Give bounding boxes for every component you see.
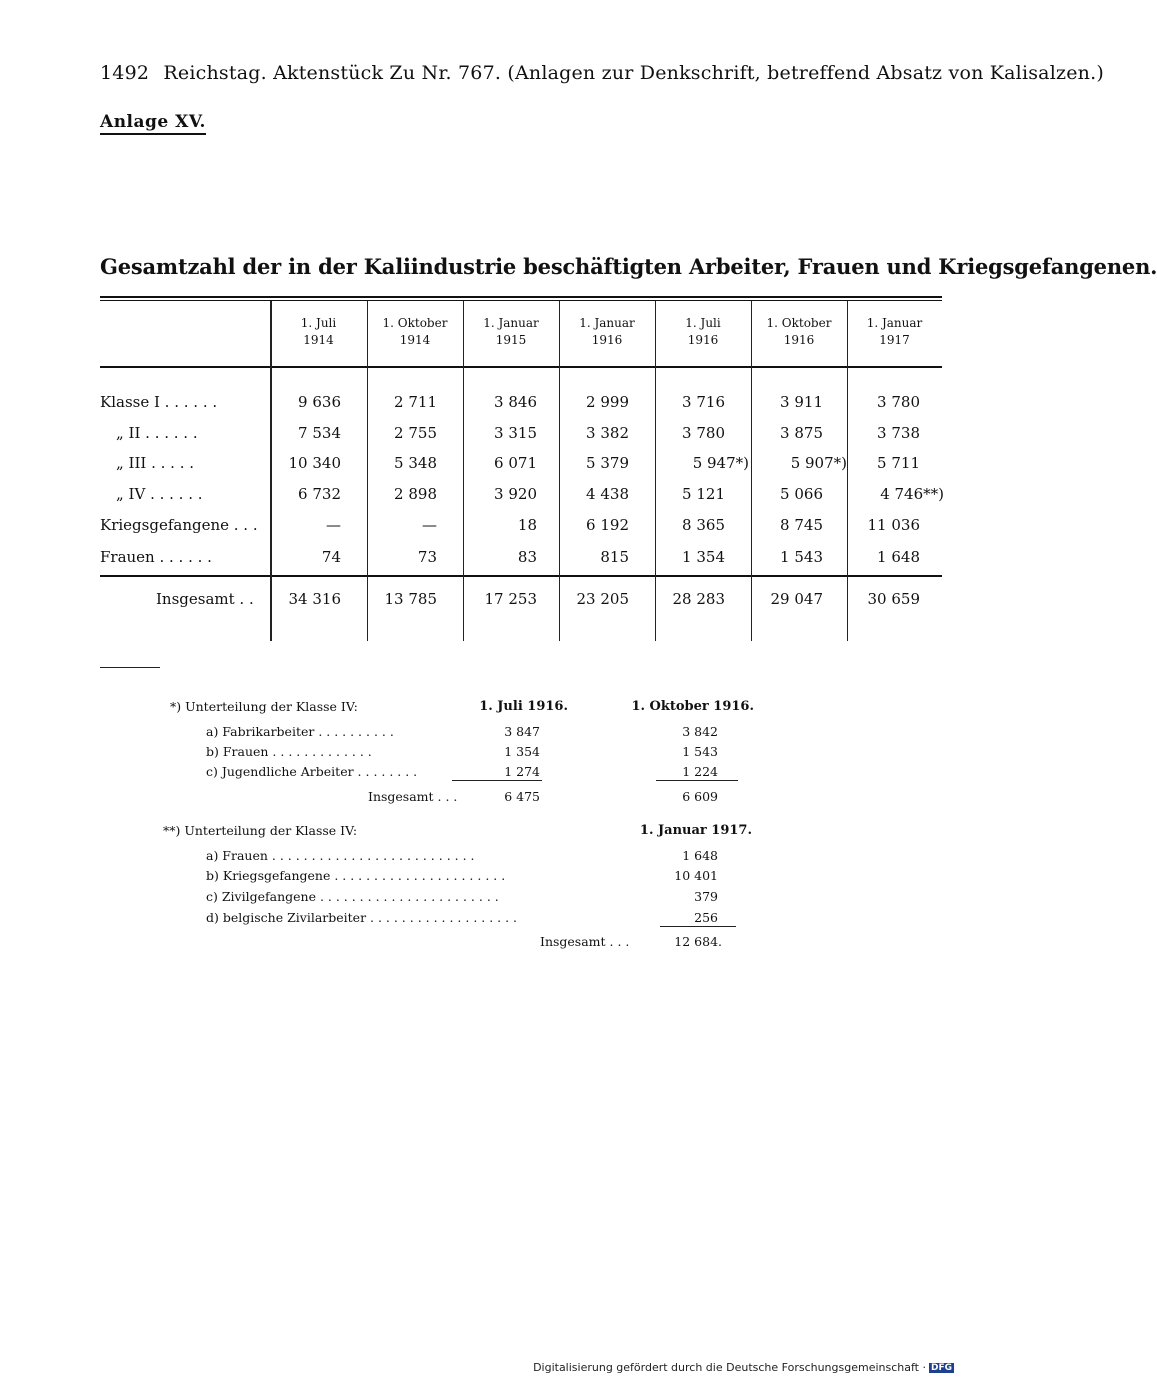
table-cell: 1 354 <box>682 548 725 566</box>
footnote1-row-label: c) Jugendliche Arbeiter . . . . . . . . <box>206 764 418 779</box>
credit-text: Digitalisierung gefördert durch die Deutsche Forschungsgemeinschaft · <box>533 1361 926 1374</box>
total-cell: 34 316 <box>288 590 341 608</box>
table-cell: 4 438 <box>586 485 629 503</box>
footnote1-col1-header: 1. Juli 1916. <box>479 699 568 714</box>
total-cell: 30 659 <box>867 590 920 608</box>
column-header <box>463 315 559 349</box>
footnote2-rule <box>660 926 736 927</box>
total-cell: 13 785 <box>384 590 437 608</box>
table-cell: 9 636 <box>298 393 341 411</box>
footnote1-row-label: a) Fabrikarbeiter . . . . . . . . . . <box>206 724 394 739</box>
column-header-year: 1916 <box>687 333 719 347</box>
footnote1-total-label: Insgesamt . . . <box>368 789 458 804</box>
table-cell: 6 732 <box>298 485 341 503</box>
table-cell: 6 192 <box>586 516 629 534</box>
table-cell: 3 780 <box>682 424 725 442</box>
total-label: Insgesamt . . <box>156 590 254 608</box>
table-cell: 1 543 <box>780 548 823 566</box>
footnote1-col1-rule <box>452 780 542 781</box>
table-cell: 815 <box>600 548 629 566</box>
table-cell: 5 947*) <box>692 454 749 472</box>
column-header-date: 1. Oktober <box>766 316 832 330</box>
column-header-date: 1. Juli <box>685 316 721 330</box>
footnote1-row-v2: 1 224 <box>682 764 718 779</box>
column-header-date: 1. Juli <box>300 316 337 330</box>
column-header <box>270 315 367 349</box>
table-cell: 4 746**) <box>880 485 944 503</box>
footnote1-row-v1: 3 847 <box>504 724 540 739</box>
dfg-logo: DFG <box>930 1363 952 1373</box>
column-header-year: 1916 <box>591 333 623 347</box>
table-cell: 11 036 <box>867 516 920 534</box>
page-header <box>100 62 1104 84</box>
table-cell: 2 755 <box>394 424 437 442</box>
footnote1-row-v1: 1 354 <box>504 744 540 759</box>
footnote1-row-v2: 3 842 <box>682 724 718 739</box>
table-cell: 5 907*) <box>790 454 847 472</box>
table-cell: 8 365 <box>682 516 725 534</box>
table-cell: 2 898 <box>394 485 437 503</box>
table-cell: 5 711 <box>877 454 920 472</box>
running-head: Reichstag. Aktenstück Zu Nr. 767. (Anlagen zur Denkschrift, betreffend Absatz von Kalisalzen.) <box>163 62 1104 84</box>
column-header <box>751 315 847 349</box>
footnote2-row-value: 10 401 <box>674 868 718 883</box>
column-header-year: 1914 <box>399 333 431 347</box>
page-number: 1492 <box>100 62 150 84</box>
table-cell: 73 <box>417 548 437 566</box>
footnote-separator <box>100 667 160 668</box>
row-label: Klasse I . . . . . . <box>100 393 218 411</box>
footnote2-col-header: 1. Januar 1917. <box>639 823 752 838</box>
table-cell: 74 <box>321 548 341 566</box>
column-header-year: 1915 <box>495 333 527 347</box>
footnote2-row-value: 1 648 <box>682 848 718 863</box>
column-header-date: 1. Januar <box>866 316 923 330</box>
annex-label: Anlage XV. <box>100 112 206 135</box>
column-header-year: 1917 <box>879 333 910 347</box>
table-cell: 7 534 <box>298 424 341 442</box>
header-bottom-rule <box>100 366 942 368</box>
table-cell: 5 066 <box>780 485 823 503</box>
table-cell: 10 340 <box>288 454 341 472</box>
table-cell: 83 <box>517 548 537 566</box>
column-header <box>847 315 942 349</box>
footnote2-row-label: c) Zivilgefangene . . . . . . . . . . . . . . . . . . . . . . . <box>206 889 499 904</box>
table-cell: 2 711 <box>394 393 437 411</box>
column-header-year: 1914 <box>303 333 334 347</box>
table-cell: 3 716 <box>682 393 725 411</box>
table-title: Gesamtzahl der in der Kaliindustrie beschäftigten Arbeiter, Frauen und Kriegsgefangenen. <box>100 254 1157 279</box>
footnote2-row-label: d) belgische Zivilarbeiter . . . . . . . . . . . . . . . . . . . <box>206 910 518 925</box>
column-header-date: 1. Januar <box>483 316 539 330</box>
footnote1-col2-rule <box>656 780 738 781</box>
footnote2-row-value: 256 <box>694 910 718 925</box>
employment-table <box>100 296 942 641</box>
footnote1-total-v2: 6 609 <box>682 789 718 804</box>
footnote1-col2-header: 1. Oktober 1916. <box>631 699 754 714</box>
table-cell: 3 738 <box>877 424 920 442</box>
total-cell: 17 253 <box>484 590 537 608</box>
table-cell: 3 920 <box>494 485 537 503</box>
row-label: „ II . . . . . . <box>116 424 198 442</box>
table-cell: 2 999 <box>586 393 629 411</box>
table-cell: 3 911 <box>780 393 823 411</box>
row-label: Frauen . . . . . . <box>100 548 212 566</box>
total-cell: 28 283 <box>672 590 725 608</box>
footnote1-row-v2: 1 543 <box>682 744 718 759</box>
table-cell: — <box>422 516 437 534</box>
footnote2-total-value: 12 684. <box>674 934 722 949</box>
table-cell: 18 <box>517 516 537 534</box>
column-header-year: 1916 <box>783 333 815 347</box>
total-rule <box>100 575 942 577</box>
footnote1-title: *) Unterteilung der Klasse IV: <box>170 699 358 714</box>
table-cell: 5 348 <box>394 454 437 472</box>
table-top-rule <box>100 296 942 298</box>
row-label: „ III . . . . . <box>116 454 194 472</box>
table-cell: 6 071 <box>494 454 537 472</box>
column-header-date: 1. Oktober <box>382 316 448 330</box>
table-cell: 1 648 <box>877 548 920 566</box>
table-cell: 3 875 <box>780 424 823 442</box>
table-cell: — <box>326 516 341 534</box>
column-header-date: 1. Januar <box>579 316 635 330</box>
table-cell: 5 379 <box>586 454 629 472</box>
digitization-credit <box>533 1361 954 1374</box>
footnote2-row-label: a) Frauen . . . . . . . . . . . . . . . . . . . . . . . . . . <box>206 848 475 863</box>
table-cell: 5 121 <box>682 485 725 503</box>
table-cell: 3 315 <box>494 424 537 442</box>
table-cell: 3 846 <box>494 393 537 411</box>
footnote1-row-v1: 1 274 <box>504 764 540 779</box>
row-label: Kriegsgefangene . . . <box>100 516 258 534</box>
table-top-rule-thin <box>100 300 942 301</box>
column-header <box>559 315 655 349</box>
footnote1-row-label: b) Frauen . . . . . . . . . . . . . <box>206 744 372 759</box>
total-cell: 29 047 <box>770 590 823 608</box>
column-header <box>655 315 751 349</box>
total-cell: 23 205 <box>576 590 629 608</box>
footnote2-title: **) Unterteilung der Klasse IV: <box>163 823 358 838</box>
table-cell: 8 745 <box>780 516 823 534</box>
column-header <box>367 315 463 349</box>
footnote2-row-label: b) Kriegsgefangene . . . . . . . . . . . . . . . . . . . . . . <box>206 868 506 883</box>
footnote1-total-v1: 6 475 <box>504 789 540 804</box>
footnote2-row-value: 379 <box>694 889 718 904</box>
table-cell: 3 780 <box>877 393 920 411</box>
footnote2-total-label: Insgesamt . . . <box>540 934 630 949</box>
table-cell: 3 382 <box>586 424 629 442</box>
row-label: „ IV . . . . . . <box>116 485 203 503</box>
